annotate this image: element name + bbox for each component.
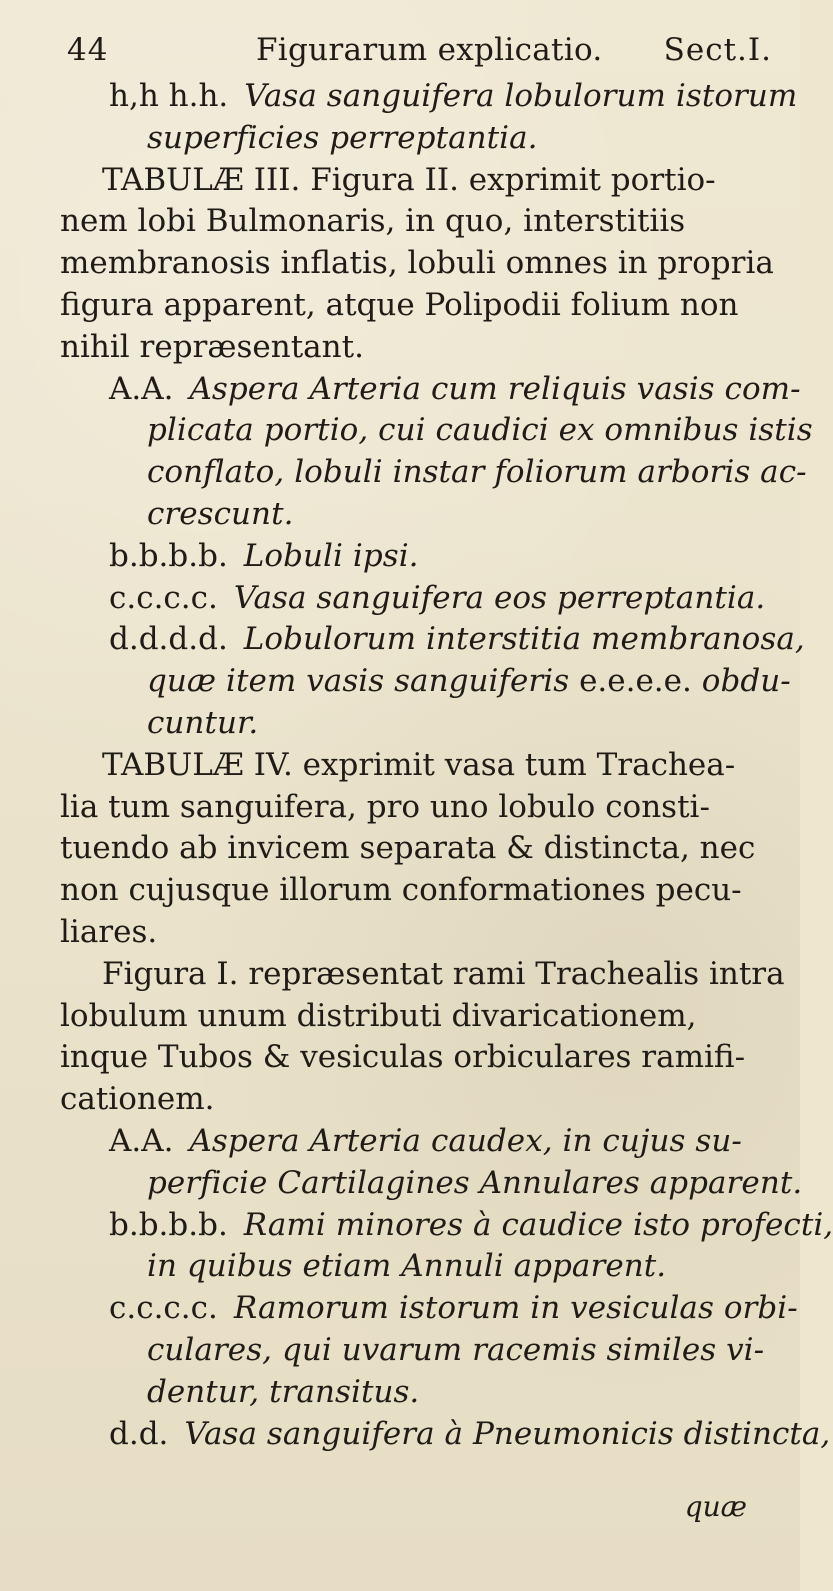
text-line-10: conflato, lobuli instar foliorum arboris ac- xyxy=(147,454,807,491)
text-line-4: nem lobi Bulmonaris, in quo, interstitiis xyxy=(60,203,686,240)
figure-description: Ramorum istorum in vesiculas orbi- xyxy=(233,1290,798,1327)
text-line-1 xyxy=(60,76,798,118)
text-line-3: TABULÆ III. Figura II. exprimit portio- xyxy=(102,161,716,198)
text-line-5: membranosis inflatis, lobuli omnes in propria xyxy=(60,245,774,282)
figure-label: h,h h.h. xyxy=(109,78,229,114)
figure-label: c.c.c.c. xyxy=(109,579,218,616)
text-line-19: tuendo ab invicem separata & distincta, nec xyxy=(60,830,756,867)
catchword: quæ xyxy=(684,1490,747,1523)
text-line-6: figura apparent, atque Polipodii folium non xyxy=(60,286,739,323)
figure-description: Vasa sanguifera eos perreptantia. xyxy=(233,579,766,616)
figure-description: Aspera Arteria cum reliquis vasis com- xyxy=(189,370,801,407)
text-line-16: cuntur. xyxy=(147,704,259,741)
figure-description: Rami minores à caudice isto profecti, xyxy=(243,1206,833,1243)
figure-description: Vasa sanguifera lobulorum istorum xyxy=(244,78,798,114)
page-text xyxy=(60,76,833,1455)
text-line-32: dentur, transitus. xyxy=(147,1373,420,1410)
text-line-31: culares, qui uvarum racemis similes vi- xyxy=(147,1331,765,1368)
text-line-27: perficie Cartilagines Annulares apparent. xyxy=(147,1164,803,1201)
text-line-14 xyxy=(60,619,805,661)
figure-description: obdu- xyxy=(701,663,791,700)
figure-description: Lobuli ipsi. xyxy=(243,537,419,574)
text-line-30 xyxy=(60,1288,798,1330)
figure-label: A.A. xyxy=(109,370,174,407)
text-line-23: lobulum unum distributi divaricationem, xyxy=(60,997,697,1034)
text-line-24: inque Tubos & vesiculas orbiculares ramifi- xyxy=(60,1039,746,1076)
figure-label: e.e.e.e. xyxy=(579,663,692,700)
text-line-18: lia tum sanguifera, pro uno lobulo consti- xyxy=(60,788,710,825)
figure-label: c.c.c.c. xyxy=(109,1290,218,1327)
text-line-25: cationem. xyxy=(60,1081,215,1118)
figure-description: quæ item vasis sanguiferis xyxy=(147,663,570,700)
text-line-17: TABULÆ IV. exprimit vasa tum Trachea- xyxy=(102,746,736,783)
figure-label: b.b.b.b. xyxy=(109,1206,228,1243)
text-line-9: plicata portio, cui caudici ex omnibus istis xyxy=(147,412,813,449)
text-line-28 xyxy=(60,1205,833,1247)
text-line-12 xyxy=(60,536,772,578)
figure-label: A.A. xyxy=(109,1122,174,1159)
page-number: 44 xyxy=(67,32,109,68)
text-line-22: Figura I. repræsentat rami Trachealis intra xyxy=(102,955,785,992)
text-line-15 xyxy=(60,661,791,703)
running-title: Figurarum explicatio. xyxy=(256,32,603,68)
running-header xyxy=(60,24,772,76)
text-line-7: nihil repræsentant. xyxy=(60,328,364,365)
text-line-21: liares. xyxy=(60,913,158,950)
text-line-20: non cujusque illorum conformationes pecu- xyxy=(60,872,742,909)
figure-label: b.b.b.b. xyxy=(109,537,228,574)
section-label: Sect.I. xyxy=(663,32,772,68)
text-line-2: superficies perreptantia. xyxy=(147,119,538,156)
text-line-26 xyxy=(60,1121,772,1163)
text-line-8 xyxy=(60,369,801,411)
figure-description: Lobulorum interstitia membranosa, xyxy=(243,621,805,658)
figure-description: Aspera Arteria caudex, in cujus su- xyxy=(189,1122,742,1159)
text-line-11: crescunt. xyxy=(147,495,294,532)
text-line-29: in quibus etiam Annuli apparent. xyxy=(147,1248,667,1285)
figure-label: d.d. xyxy=(109,1415,169,1452)
figure-description: Vasa sanguifera à Pneumonicis distincta, xyxy=(184,1415,831,1452)
text-line-13 xyxy=(60,578,772,620)
figure-label: d.d.d.d. xyxy=(109,621,228,658)
text-line-33 xyxy=(60,1414,831,1456)
